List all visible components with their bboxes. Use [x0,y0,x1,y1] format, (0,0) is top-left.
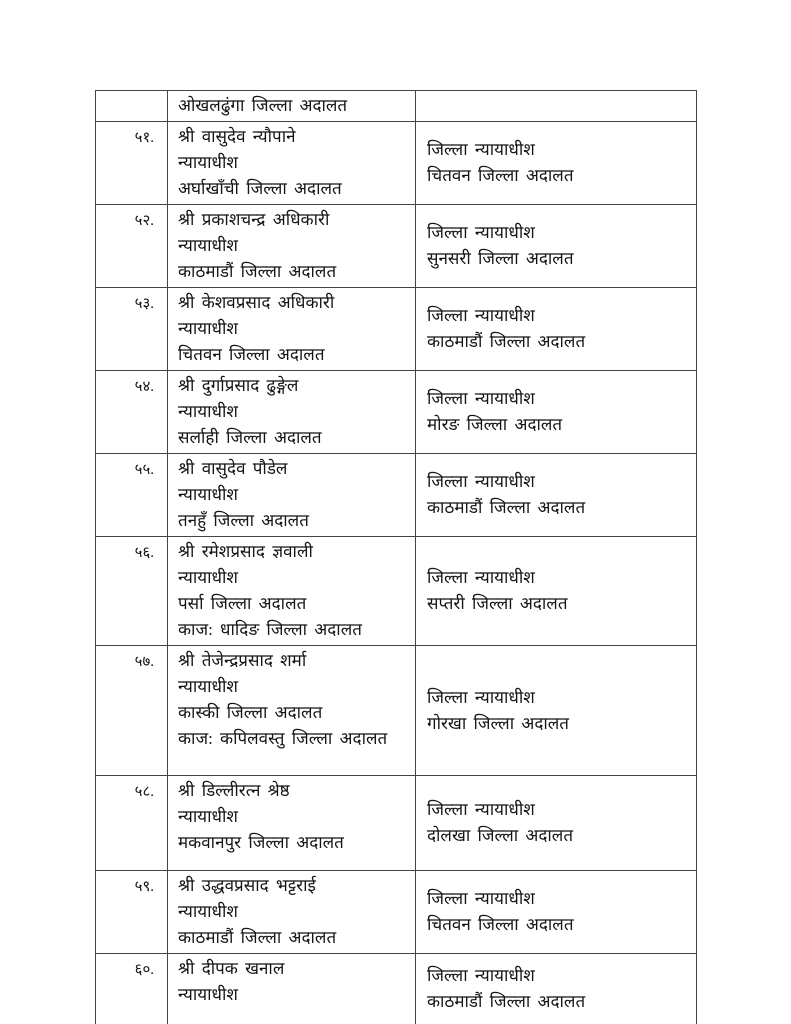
judge-line: श्री तेजेन्द्रप्रसाद शर्मा [178,651,307,670]
assignment-cell [416,205,697,288]
judge-line: श्री वासुदेव न्यौपाने [178,127,296,146]
row-number-cell [96,91,168,122]
judge-cell [168,776,416,871]
judge-line: श्री उद्धवप्रसाद भट्टराई [178,876,316,895]
row-number-cell [96,371,168,454]
row-number-cell [96,537,168,646]
table-row [96,288,697,371]
judge-cell [168,454,416,537]
judge-line: काज: धादिङ जिल्ला अदालत [178,620,362,639]
table-row [96,454,697,537]
assignment-line: जिल्ला न्यायाधीश [427,472,535,491]
assignment-cell [416,646,697,776]
judge-line: न्यायाधीश [178,902,238,921]
row-number-cell [96,871,168,954]
judge-cell [168,646,416,776]
judge-line: न्यायाधीश [178,236,238,255]
row-number: ५९. [134,879,154,895]
judge-cell [168,537,416,646]
row-number: ५५. [134,462,154,478]
judge-line: श्री रमेशप्रसाद ज्ञवाली [178,542,313,561]
judge-cell [168,91,416,122]
assignment-line: जिल्ला न्यायाधीश [427,306,535,325]
assignment-line: काठमाडौं जिल्ला अदालत [427,992,586,1011]
judge-line: न्यायाधीश [178,402,238,421]
assignment-cell [416,122,697,205]
judge-line: काठमाडौं जिल्ला अदालत [178,928,337,947]
judge-line: कास्की जिल्ला अदालत [178,703,323,722]
assignment-cell [416,91,697,122]
judge-cell [168,122,416,205]
judge-line: अर्घाखाँची जिल्ला अदालत [178,179,342,198]
judge-cell [168,288,416,371]
assignment-cell [416,371,697,454]
row-number-cell [96,776,168,871]
judge-cell [168,205,416,288]
assignment-cell [416,776,697,871]
assignment-cell [416,537,697,646]
judge-cell [168,954,416,1024]
row-number: ५४. [134,379,154,395]
assignment-line: काठमाडौं जिल्ला अदालत [427,332,586,351]
table-row [96,371,697,454]
judge-line: न्यायाधीश [178,485,238,504]
assignment-line: चितवन जिल्ला अदालत [427,166,574,185]
table-row [96,122,697,205]
judge-line: श्री दीपक खनाल [178,959,285,978]
judge-line: न्यायाधीश [178,153,238,172]
judge-line: श्री डिल्लीरत्न श्रेष्ठ [178,781,290,800]
judge-line: श्री केशवप्रसाद अधिकारी [178,293,335,312]
assignment-line: जिल्ला न्यायाधीश [427,889,535,908]
judge-line: श्री वासुदेव पौडेल [178,459,288,478]
assignment-line: जिल्ला न्यायाधीश [427,140,535,159]
assignment-line: दोलखा जिल्ला अदालत [427,826,574,845]
assignment-cell [416,871,697,954]
assignment-cell [416,454,697,537]
assignment-line: जिल्ला न्यायाधीश [427,800,535,819]
assignment-line: सप्तरी जिल्ला अदालत [427,594,568,613]
assignment-line: काठमाडौं जिल्ला अदालत [427,498,586,517]
judge-line: न्यायाधीश [178,319,238,338]
judge-line: न्यायाधीश [178,568,238,587]
judge-line: न्यायाधीश [178,677,238,696]
table-row [96,871,697,954]
row-number-cell [96,454,168,537]
row-number-cell [96,954,168,1024]
assignment-cell [416,954,697,1024]
row-number: ५८. [134,784,154,800]
judge-line: न्यायाधीश [178,807,238,826]
assignment-line: जिल्ला न्यायाधीश [427,687,535,707]
judge-line: तनहुँ जिल्ला अदालत [178,511,309,530]
judges-table-body [96,91,697,1024]
row-number: ५१. [134,130,154,146]
row-number-cell [96,122,168,205]
judges-table [95,90,697,1024]
assignment-line: मोरङ जिल्ला अदालत [427,415,563,434]
table-row [96,537,697,646]
judge-line: काज: कपिलवस्तु जिल्ला अदालत [178,729,388,748]
judge-line: मकवानपुर जिल्ला अदालत [178,833,344,852]
row-number-cell [96,288,168,371]
table-row [96,91,697,122]
assignment-line: सुनसरी जिल्ला अदालत [427,249,574,268]
table-row [96,646,697,776]
row-number: ५७. [134,654,154,670]
judge-line: सर्लाही जिल्ला अदालत [178,428,322,447]
assignment-line: जिल्ला न्यायाधीश [427,223,535,242]
row-number: ५३. [134,296,154,312]
row-number: ६०. [134,962,154,978]
assignment-line: जिल्ला न्यायाधीश [427,966,535,985]
table-row [96,205,697,288]
judge-line: श्री दुर्गाप्रसाद ढुङ्गेल [178,376,299,395]
assignment-line: गोरखा जिल्ला अदालत [427,713,569,733]
row-number-cell [96,646,168,776]
judge-cell [168,871,416,954]
judge-line: चितवन जिल्ला अदालत [178,345,325,364]
judge-line: ओखलढुंगा जिल्ला अदालत [178,96,348,115]
assignment-line: चितवन जिल्ला अदालत [427,915,574,934]
table-row [96,776,697,871]
assignment-line: जिल्ला न्यायाधीश [427,568,535,587]
judge-line: पर्सा जिल्ला अदालत [178,594,307,613]
assignment-cell [416,288,697,371]
judge-line: श्री प्रकाशचन्द्र अधिकारी [178,210,330,229]
row-number: ५२. [134,213,154,229]
row-number: ५६. [134,545,154,561]
judge-cell [168,371,416,454]
judge-line: न्यायाधीश [178,985,238,1004]
table-row [96,954,697,1024]
assignment-line: जिल्ला न्यायाधीश [427,389,535,408]
judge-line: काठमाडौं जिल्ला अदालत [178,262,337,281]
row-number-cell [96,205,168,288]
